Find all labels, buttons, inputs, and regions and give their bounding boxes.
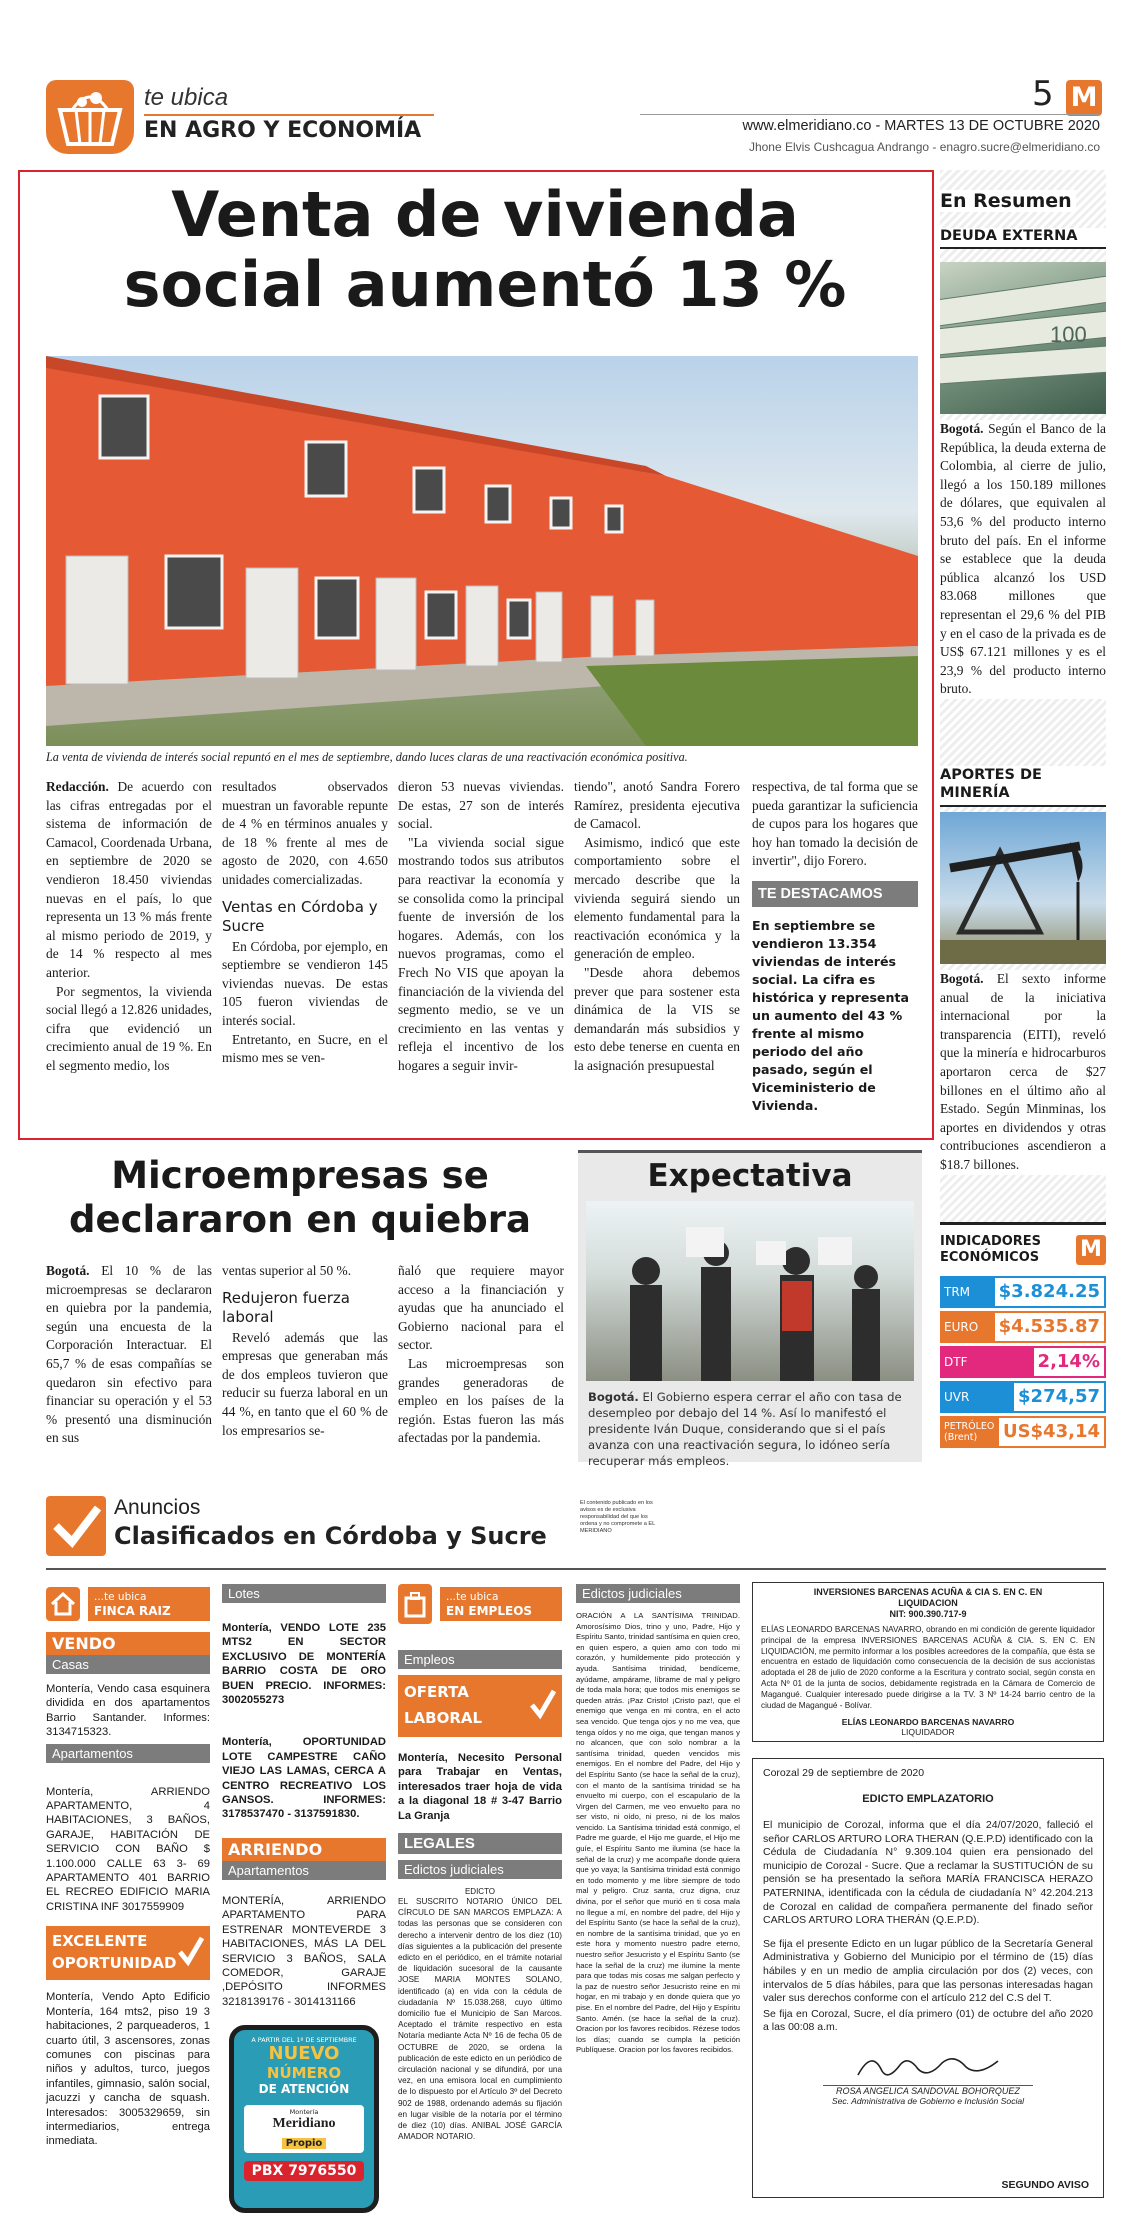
- article-col-4: [574, 778, 740, 1076]
- indicator-label: DTF: [944, 1355, 968, 1369]
- inv-role: LIQUIDADOR: [901, 1727, 955, 1738]
- excelente-banner: [46, 1926, 210, 1980]
- col2-p2: En Córdoba, por ejemplo, en septiembre se vendieron 145 viviendas nuevas. De estas 105 fueron viviendas de interés social.: [222, 938, 388, 1028]
- cor-role: Sec. Administrativa de Gobierno e Inclusión Social: [831, 2095, 1025, 2106]
- classifieds-col-3: [398, 1584, 562, 2143]
- classifieds-rule: [46, 1568, 1106, 1570]
- emp-big: EN EMPLEOS: [446, 1604, 533, 1618]
- col1-p1: De acuerdo con las cifras entregadas por el sistema de información de Camacol, Coordenada Urbana, en septiembre de 2020 se vendieron 18.450 viviendas nuevas en el país, lo que representa un 13 % más frente al mismo periodo de 2019, y de 14 % respecto al mes anterior.: [46, 779, 212, 980]
- housing-photo: [46, 356, 918, 746]
- sidebar-mineria-text: [940, 970, 1106, 1175]
- excelente-2: OPORTUNIDAD: [52, 1954, 177, 1973]
- page-number: 5: [1032, 74, 1054, 114]
- fr-big: FINCA RAIZ: [94, 1604, 171, 1618]
- mineria-lead: Bogotá.: [940, 971, 984, 986]
- highlight-box-title: TE DESTACAMOS: [752, 881, 918, 907]
- indicator-label: EURO: [944, 1320, 979, 1334]
- col3-p1: dieron 53 nuevas viviendas. De estas, 27 son de interés social.: [398, 779, 564, 832]
- micro-col-1: [46, 1262, 212, 1448]
- section-header: [46, 78, 446, 154]
- logo-letter: M: [1070, 82, 1098, 113]
- indicator-label: TRM: [944, 1285, 971, 1299]
- edictos-label: Edictos judiciales: [398, 1860, 562, 1879]
- cor-title: EDICTO EMPLAZATORIO: [862, 1793, 994, 1805]
- indicator-label: UVR: [944, 1390, 970, 1404]
- dollar-bills-photo: [940, 262, 1106, 414]
- pbx-propio: Propio: [282, 2138, 327, 2149]
- col5-p1: respectiva, de tal forma que se pueda garantizar la suficiencia de cupos para los hogares que hoy han tomado la decisión de invertir", dijo Forero.: [752, 779, 918, 869]
- inv-nit: NIT: 900.390.717-9: [889, 1609, 967, 1619]
- micro-subhead: Redujeron fuerza laboral: [222, 1288, 350, 1326]
- empleos-tag: [440, 1587, 562, 1621]
- basket-icon: [46, 80, 134, 154]
- col4-p2: Asimismo, indicó que este comportamiento sobre el mercado describe que la vivienda seguirá siendo un elemento fundamental para la reactivación económica y la generación de empleo.: [574, 834, 740, 962]
- classifieds-col-2: [222, 1584, 386, 2213]
- micro-c2b: Reveló además que las empresas que generaban más de dos empleos tuvieron que reducir su fuerza laboral en un 44 %, en tanto que el 60 % de los empresarios se-: [222, 1329, 388, 1438]
- check-icon-2: [528, 1687, 556, 1723]
- inv-text: ELÍAS LEONARDO BARCENAS NAVARRO, obrando en mi condición de gerente liquidador principal de la empresa INVERSIONES BARCENAS ACUÑA & CIA. S. EN C. EN LIQUIDACIÓN, me permito informar a los posibles acreedores de la compañía, que ésta se encuentra en estado de liquidación como consecuencia de la decisión de sus accionistas adoptada el 28 de julio de 2020 conforme a la Escritura y contrato social, según consta en Acta Nº 01 de la junta de socios, debidamente registrada en la Cámara de Comercio de Magangué. Cualquier interesado puede dirigirse a la TV. 3 Nº 14-24 barrio centro de la ciudad de Magangué - Bolívar.: [761, 1625, 1095, 1710]
- pbx-nuevo: NUEVO: [268, 2043, 340, 2065]
- signature-image: [848, 2045, 1008, 2085]
- meridiano-small-logo: M: [1076, 1235, 1106, 1265]
- edicto-text: EL SUSCRITO NOTARIO ÚNICO DEL CÍRCULO DE SAN MARCOS EMPLAZA: A todas las personas que se consideren con derecho a intervenir dentro de los diez (10) días siguientes a la publicación del presente edicto en el periódico, en el trámite notarial de liquidación sucesoral de la causante JOSE MARIA MONTES SOLANO, identificado (a) en vida con la cédula de ciudadanía Nº 15.038.268, cuyo último domicilio fue el Municipio de San Marcos. Aceptado el trámite respectivo en esta Notaría mediante Acta Nº 16 de fecha 05 de OCTUBRE de 2020, se ordena la publicación de este edicto en un periódico de circulación nacional y se difundirá, por una vez, en una emisora local en cumplimiento de lo dispuesto por el Artículo 3º del Decreto 902 de 1988, ordenando además su fijación en lugar visible de la notaría por el término de diez (10) días. ANIBAL JOSÉ GARCÍA AMADOR NOTARIO.: [398, 1897, 562, 2142]
- indicator-value: $4.535.87: [995, 1313, 1104, 1341]
- expectativa-title: Expectativa: [647, 1158, 853, 1194]
- edictos-label-2: Edictos judiciales: [576, 1584, 740, 1603]
- fr-small: ...te ubica: [94, 1591, 147, 1603]
- section-big-title: EN AGRO Y ECONOMÍA: [144, 118, 422, 143]
- col3-p2: "La vivienda social sigue mostrando todos sus atributos para reactivar la economía y se consolida como la principal fuente de inversión de los hogares. Además, con los nuevos programas, como el Frech No VIS que apoyan la financiación de la vivienda del segmento medio, se ve un crecimiento en las ventas y refleja el incentivo de los hogares a seguir invir-: [398, 834, 564, 1073]
- ad-lote: Montería, VENDO LOTE 235 MTS2 EN SECTOR EXCLUSIVO DE MONTERÍA BARRIO COSTA DE ORO BUEN PRECIO. INFORMES: 3002055273: [222, 1622, 386, 1707]
- indicator-row: [940, 1416, 1106, 1448]
- classifieds-title-2: Clasificados en Córdoba y Sucre: [114, 1522, 547, 1550]
- lead-dateline: Redacción.: [46, 779, 109, 794]
- expect-lead: Bogotá.: [588, 1390, 639, 1404]
- ad-casa: Montería, Vendo casa esquinera dividida en dos apartamentos Barrio Santander. Informes: 3134715323.: [46, 1683, 210, 1739]
- pbx-numero: NÚMERO: [266, 2064, 342, 2083]
- ad-lote-campestre: Montería, OPORTUNIDAD LOTE CAMPESTRE CAÑO VIEJO LAS LAMAS, CERCA A CENTRO RECREATIVO LOS GANSOS. INFORMES: 3178537470 - 3137591830.: [222, 1736, 386, 1821]
- micro-c3a: ñaló que requiere mayor acceso a la financiación y ayudas que ha anunciado el Gobierno nacional para el sector.: [398, 1263, 564, 1353]
- oferta-2: LABORAL: [404, 1709, 483, 1727]
- classifieds-disclaimer: El contenido publicado en los avisos es de exclusiva responsabilidad del que los ordena y no compromete a EL MERIDIANO: [580, 1500, 656, 1534]
- deuda-body: Según el Banco de la República, la deuda externa de Colombia, al cierre de julio, llegó a los 150.189 millones de dólares, que equivalen al 53,6 % del producto interno bruto del país. En el informe se establece que la deuda pública alcanzó los USD 83.068 millones que representan el 29,6 % del PIB y en el caso de la privada es de US$ 67.121 millones y es el 23,9 % del producto interno bruto.: [940, 421, 1106, 697]
- micro-c2a: ventas superior al 50 %.: [222, 1263, 352, 1278]
- col4-p3: "Desde ahora debemos prever que para sostener esta dinámica de la VIS se demandarán más subsidios y esto debe tenerse en cuenta en la asignación presupuestal: [574, 964, 740, 1073]
- inversiones-notice: [752, 1582, 1104, 1742]
- classifieds-title-1: Anuncios: [114, 1496, 201, 1519]
- cor-aviso: SEGUNDO AVISO: [1001, 2179, 1089, 2191]
- col2-p3: Entretanto, en Sucre, en el mismo mes se ven-: [222, 1031, 388, 1066]
- pbx-top: A PARTIR DEL 1º DE SEPTIEMBRE: [251, 2036, 357, 2045]
- corozal-notice: [752, 1758, 1104, 2198]
- svg-text:100: 100: [1050, 322, 1087, 347]
- apartamentos-label-2: Apartamentos: [222, 1861, 386, 1880]
- expectativa-text: [588, 1389, 912, 1469]
- article-col-3: [398, 778, 564, 1076]
- indicator-row: [940, 1346, 1106, 1378]
- expect-body: El Gobierno espera cerrar el año con tasa de desempleo por debajo del 14 %. Así lo manifestó el presidente Iván Duque, considerando que si el país avanza con una reactivación segura, lo idóneo sería recuperar más empleos.: [588, 1390, 902, 1468]
- briefcase-icon: [398, 1584, 432, 1624]
- checkmark-icon: [46, 1496, 106, 1556]
- indicator-value: $274,57: [1014, 1383, 1104, 1411]
- house-icon: [46, 1587, 80, 1621]
- finca-raiz-tag: [88, 1587, 210, 1621]
- apartamentos-label: Apartamentos: [46, 1744, 210, 1763]
- emp-small: ...te ubica: [446, 1591, 499, 1603]
- header-rule: [640, 114, 1100, 115]
- pbx-brand-a: Montería: [289, 2108, 319, 2117]
- highlight-box-text: En septiembre se vendieron 13.354 viviendas de interés social. La cifra es histórica y representa un aumento del 43 % frente al mismo periodo del año pasado, según el Viceministerio de Vivienda.: [752, 917, 909, 1113]
- indicator-label: PETRÓLEO (Brent): [944, 1421, 995, 1443]
- dateline: www.elmeridiano.co - MARTES 13 DE OCTUBRE 2020: [742, 118, 1100, 134]
- excelente-1: EXCELENTE: [52, 1932, 148, 1951]
- oracion-text: ORACIÓN A LA SANTÍSIMA TRINIDAD. Amorosísimo Dios, trino y uno, Padre, Hijo y Espíritu Santo, trinidad santísima en quien creo, en quien espero, a quien amo con todo mi corazón, y humildemente pido protección y ayuda. Santísima trinidad, bendíceme, ayúdame, ampárame, líbrame de mal y peligro de toda mala hora; que todos mis enemigos se queden atrás. ¡Paz Cristo! ¡Cristo paz!, que el enemigo que venga en mi contra, en el acto sea vencido. Que tenga ojos y no me vea, que tenga oídos y no me oiga, que tengan manos y no alcancen, que con solo nombrar a la santísima trinidad, queden vencidos mis enemigos. En el nombre del Padre, del Hijo y del Espíritu Santo (se hace la señal de la cruz), con el manto de la santísima trinidad se ha envuelto mi cuerpo, con el escapulario de la Virgen del Carmen, me veo envuelto para no ser visto, ni oído, ni preso, ni de los malos vencido. La Santísima trinidad está conmigo, el Padre me guarde, el Hijo me guarde, el Hijo me guíe, el Espíritu Santo me ilumina (se hace la señal de la cruz) y me acompañe donde quiera que yo vaya; la Santísima trinidad está conmigo en todo momento y me libre siempre de todo mal y peligro. Cruz santa, cruz digna, cruz divina, por el señor que murió en ti cosa mala no llegue a mí, en nombre del padre, del Hijo y del Espíritu Santo (se hace la señal de la cruz), en nombre de la santísima trinidad, que yo en este hora y momento nuestro padre eterno, nuestro señor Jesucristo y el Espíritu Santo (se hace la señal de la cruz) me ilumine la mente para que todas mis cosas me salgan perfecto y la paz de nuestro señor Jesucristo reine en mi hogar, en mi trabajo y en donde quiera que yo pise. En el nombre del Padre, del Hijo y Espíritu Santo. Amén. (se hace la señal de la cruz). Oracion por los favores recibidos. Rézese todos los días; cuando se cumpla la petición Publíquese. Oracion por los favores recibidos.: [576, 1611, 740, 2055]
- expectativa-box: [578, 1150, 922, 1468]
- ad-apartamento: Montería, ARRIENDO APARTAMENTO, 4 HABITACIONES, 3 BAÑOS, GARAJE, HABITACIÓN DE SERVICIO CON BAÑO $ 1.100.000 CALLE 63 3- 69 APARTAMENTO 401 BARRIO EL RECREO EDIFICIO MARIA CRISTINA INF 3017559909: [46, 1785, 210, 1913]
- micro-col-2: [222, 1262, 388, 1440]
- sidebar-mineria-title: APORTES DE MINERÍA: [940, 766, 1106, 807]
- col1-p2: Por segmentos, la vivienda social llegó a 12.826 unidades, cifra que evidenció un crecimiento anual de 19 %. En el segmento medio, los: [46, 983, 212, 1073]
- meridiano-logo: [1066, 80, 1102, 116]
- pbx-brand-box: [244, 2105, 364, 2153]
- cor-date: Corozal 29 de septiembre de 2020: [763, 1767, 925, 1779]
- pbx-ad: [229, 2025, 379, 2213]
- oferta-1: OFERTA: [404, 1683, 469, 1701]
- arriendo-label: ARRIENDO: [222, 1838, 386, 1861]
- pbx-brand: Meridiano: [272, 2116, 336, 2132]
- ad-apto-edificio: Montería, Vendo Apto Edificio Montería, 164 mts2, piso 19 3 habitaciones, 2 parqueaderos, 1 cuarto útil, 3 ascensores, zonas comunes con piscinas para niños y adultos, turco, juegos infantiles, gimnasio, salón social, jacuzzi y cancha de squash. Interesados: 3005329659, sin intermediarios, entrega inmediata.: [46, 1991, 210, 2148]
- indicator-row: [940, 1381, 1106, 1413]
- job-seekers-photo: [586, 1201, 914, 1381]
- edicto-title: EDICTO: [464, 1887, 496, 1897]
- micro-c1: El 10 % de las microempresas se declararon en quiebra por la pandemia, según una encuesta de la Corporación Interactuar. El 65,7 % de esas compañías se quedaron sin efectivo para financiar su operación y el 53 % presentó una disminución en sus: [46, 1263, 212, 1446]
- micro-c3b: Las microempresas son grandes generadoras de empleo en los países de la región. Estas fueron las más afectadas por la pandemia.: [398, 1355, 564, 1446]
- main-headline: Venta de vivienda social aumentó 13 %: [123, 178, 847, 321]
- article-col-1: [46, 778, 212, 1076]
- article-col-5: [752, 778, 918, 1115]
- ad-arriendo-monteverde: MONTERÍA, ARRIENDO APARTAMENTO PARA ESTRENAR MONTEVERDE 3 HABITACIONES, MÁS LA DEL SERVICIO 3 BAÑOS, SALA COMEDOR, GARAJE ,DEPÓSITO INFORMES 3218139176 - 3014131166: [222, 1894, 386, 2008]
- indicator-row: [940, 1276, 1106, 1308]
- oil-pump-photo: [940, 812, 1106, 964]
- indicators-title: INDICADORES ECONÓMICOS: [940, 1233, 1042, 1265]
- mineria-body: El sexto informe anual de la iniciativa internacional por la transparencia (EITI), reveló que la minería e hidrocarburos aportaron cerca de $27 billones en el último año al Estado. Según Minminas, los aportes en dividendos y otras contribuciones ascendieron a $18.7 billones.: [940, 971, 1106, 1172]
- col2-p1: resultados observados muestran un favorable repunte de 4 % en términos anuales y de 18 % frente al mes de agosto de 2020, con 4.650 unidades comercializadas.: [222, 779, 388, 887]
- inv-title: INVERSIONES BARCENAS ACUÑA & CIA S. EN C. EN LIQUIDACION: [813, 1587, 1043, 1608]
- classifieds-col-4: [576, 1584, 740, 2056]
- empleos-label: Empleos: [398, 1650, 562, 1669]
- indicators-panel: [940, 1222, 1106, 1451]
- classifieds-header: [46, 1496, 1106, 1562]
- oferta-banner: [398, 1675, 562, 1737]
- cor-p2: Se fija el presente Edicto en un lugar público de la Secretaría General Administrativa y Gobierno del Municipio por el término de (15) días hábiles y en un medio de amplia circulación por dos (2) veces, con intervalos de 5 días hábiles, para que las personas interesadas hagan valer sus derechos conforme con el artículo 212 del C.S del T.: [763, 1937, 1093, 2005]
- legales-label: LEGALES: [398, 1833, 562, 1854]
- inv-sign: ELÍAS LEONARDO BARCENAS NAVARRO: [841, 1717, 1015, 1728]
- cor-p1: El municipio de Corozal, informa que el día 24/07/2020, falleció el señor CARLOS ARTURO LORA THERAN (Q.E.P.D) identificado con la Cédula de Ciudadanía N° 9.309.104 quien era pensionado del municipio de Corozal - Sucre. Que a reclamar la SUSTITUCIÓN de su pensión se ha presentado la señora MARÍA FRANCISCA HERAZO PATERNINA, identificada con la cédula de ciudadanía N° 42.204.213 de Corozal en calidad de compañera permanente del finado señor CARLOS ARTURO LORA THERÁN (Q.E.P.D).: [763, 1819, 1093, 1927]
- micro-col-3: [398, 1262, 564, 1448]
- ad-empleo: Montería, Necesito Personal para Trabajar en Ventas, interesados traer hoja de vida a la diagonal 18 # 3-47 Barrio La Granja: [398, 1752, 562, 1822]
- indicator-value: 2,14%: [1034, 1348, 1104, 1376]
- col4-p1: tiendo", anotó Sandra Forero Ramírez, presidenta ejecutiva de Camacol.: [574, 779, 740, 832]
- cor-sign: ROSA ANGELICA SANDOVAL BOHORQUEZ: [823, 2085, 1033, 2096]
- article-col-2: [222, 778, 388, 1068]
- sidebar-deuda-text: [940, 420, 1106, 699]
- sidebar-title: En Resumen: [940, 190, 1076, 212]
- pbx-number: PBX 7976550: [244, 2161, 364, 2181]
- classifieds-col-1: [46, 1584, 210, 2149]
- micro-lead: Bogotá.: [46, 1263, 90, 1278]
- indicators-list: [940, 1276, 1106, 1448]
- byline: Jhone Elvis Cushcagua Andrango - enagro.sucre@elmeridiano.co: [748, 140, 1100, 154]
- pbx-atencion: DE ATENCIÓN: [258, 2082, 350, 2097]
- check-icon: [176, 1934, 204, 1970]
- lotes-label: Lotes: [222, 1584, 386, 1603]
- col2-subhead: Ventas en Córdoba y Sucre: [222, 897, 378, 935]
- vendo-label: VENDO: [46, 1632, 210, 1655]
- deuda-lead: Bogotá.: [940, 421, 984, 436]
- divider-line: [144, 114, 434, 116]
- photo-caption: La venta de vivienda de interés social repuntó en el mes de septiembre, dando luces claras de una reactivación económica positiva.: [46, 750, 688, 764]
- indicator-row: [940, 1311, 1106, 1343]
- indicator-value: $3.824.25: [995, 1278, 1104, 1306]
- micro-headline: Microempresas se declararon en quiebra: [69, 1154, 531, 1241]
- section-small-title: te ubica: [144, 84, 229, 111]
- cor-p3: Se fija en Corozal, Sucre, el día primero (01) de octubre del año 2020 a las 00:08 a.m.: [763, 2007, 1093, 2034]
- sidebar-deuda-title: DEUDA EXTERNA: [940, 228, 1106, 249]
- casas-label: Casas: [46, 1655, 210, 1674]
- indicator-value: US$43,14: [999, 1418, 1104, 1446]
